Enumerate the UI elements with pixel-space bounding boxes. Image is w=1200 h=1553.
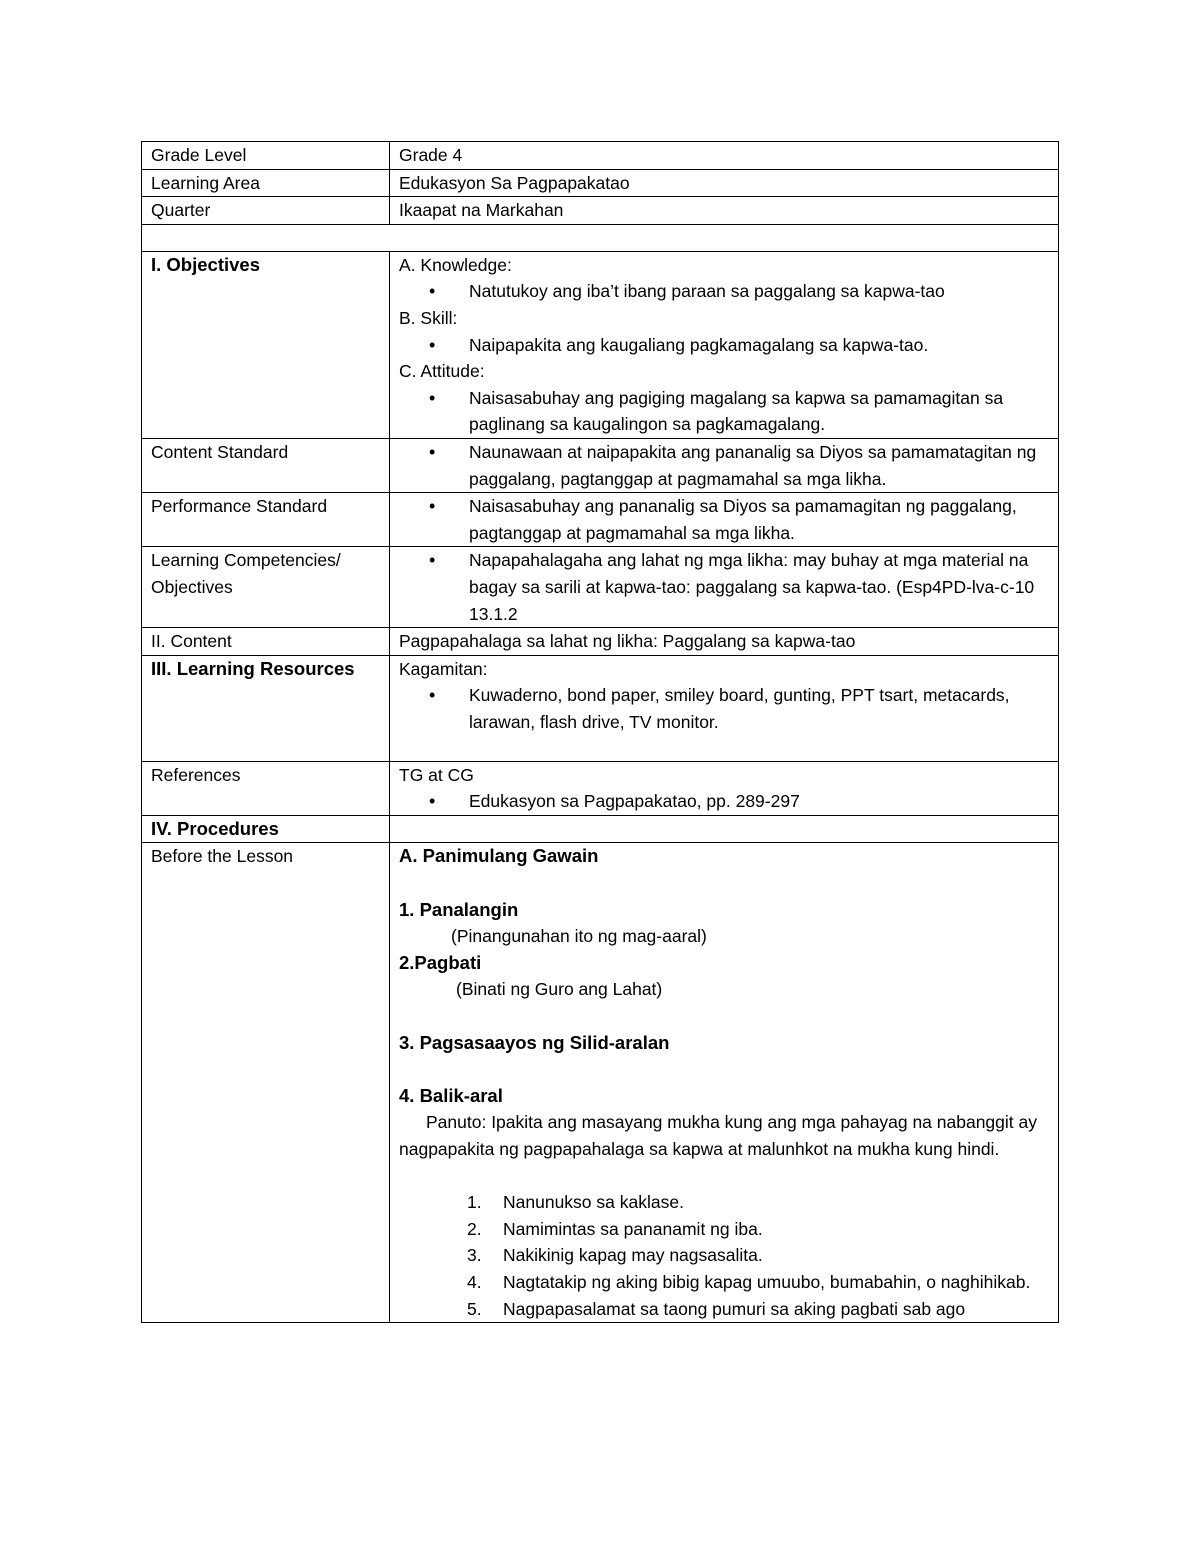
list-item: [399, 278, 1049, 305]
step-classroom: 3. Pagsasaayos ng Silid-aralan: [399, 1031, 670, 1053]
knowledge-item: Natutukoy ang iba’t ibang paraan sa paggalang sa kapwa-tao: [469, 281, 945, 302]
content-value: Pagpapahalaga sa lahat ng likha: Paggalang sa kapwa-tao: [390, 628, 1059, 656]
list-item: [399, 788, 1049, 815]
bullet-icon: •: [429, 685, 436, 706]
attitude-item: Naisasabuhay ang pagiging magalang sa kapwa sa pamamagitan sa paglinang sa kaugalingon sa pagkamagalang.: [469, 387, 1004, 435]
competencies-label-line1: Learning Competencies/: [151, 550, 341, 571]
list-item: [399, 1189, 1049, 1216]
list-text: Namimintas sa pananamit ng iba.: [503, 1218, 763, 1239]
list-number: 3.: [467, 1245, 482, 1266]
learning-resources-label: III. Learning Resources: [142, 655, 390, 761]
list-item: [399, 1269, 1049, 1296]
list-item: [399, 439, 1049, 492]
learning-resources-cell: [390, 655, 1059, 761]
competencies-label: [142, 547, 390, 628]
bullet-icon: •: [429, 791, 436, 812]
table-row: [142, 628, 1059, 656]
empty-row: [142, 224, 1059, 251]
table-row: [142, 761, 1059, 815]
objectives-label: I. Objectives: [142, 251, 390, 438]
section-heading: A. Panimulang Gawain: [399, 845, 599, 867]
bullet-icon: •: [429, 281, 436, 302]
list-item: [399, 332, 1049, 359]
table-row: [142, 655, 1059, 761]
step-prayer: 1. Panalangin: [399, 898, 519, 920]
references-label: References: [142, 761, 390, 815]
content-standard-label: Content Standard: [142, 438, 390, 492]
list-item: [399, 547, 1049, 627]
grade-level-label: Grade Level: [142, 142, 390, 170]
procedures-empty-cell: [390, 815, 1059, 843]
competencies-label-line2: Objectives: [151, 576, 233, 597]
knowledge-label: A. Knowledge:: [399, 254, 512, 275]
quarter-value: Ikaapat na Markahan: [390, 197, 1059, 225]
grade-level-value: Grade 4: [390, 142, 1059, 170]
list-item: [399, 1242, 1049, 1269]
instruction-label: Panuto:: [426, 1112, 487, 1133]
references-cell: [390, 761, 1059, 815]
bullet-icon: •: [429, 496, 436, 517]
table-row: [142, 438, 1059, 492]
before-lesson-cell: [390, 843, 1059, 1323]
table-row: [142, 815, 1059, 843]
content-standard-item: Naunawaan at naipapakita ang pananalig sa Diyos sa pamamatagitan ng paggalang, pagtanggap at pagmamahal sa mga likha.: [469, 441, 1037, 489]
list-item: [399, 1216, 1049, 1243]
list-item: [399, 1296, 1049, 1323]
step-review: 4. Balik-aral: [399, 1084, 503, 1106]
table-row: [142, 843, 1059, 1323]
instruction-text: [399, 1109, 1049, 1162]
step-greeting-note: (Binati ng Guro ang Lahat): [456, 979, 663, 1000]
list-item: [399, 682, 1049, 735]
list-text: Nagtatakip ng aking bibig kapag umuubo, bumabahin, o naghihikab.: [503, 1271, 1031, 1292]
table-row: [142, 197, 1059, 225]
performance-standard-cell: [390, 493, 1059, 547]
list-number: 4.: [467, 1271, 482, 1292]
empty-cell: [142, 224, 1059, 251]
before-lesson-label: Before the Lesson: [142, 843, 390, 1323]
list-item: [399, 493, 1049, 546]
skill-item: Naipapakita ang kaugaliang pagkamagalang sa kapwa-tao.: [469, 334, 929, 355]
instruction-body: Ipakita ang masayang mukha kung ang mga pahayag na nabanggit ay nagpapakita ng pagpapahalaga sa kapwa at malunhkot na mukha kung hindi.: [399, 1112, 1037, 1159]
competencies-cell: [390, 547, 1059, 628]
attitude-label: C. Attitude:: [399, 361, 485, 382]
bullet-icon: •: [429, 550, 436, 571]
list-number: 5.: [467, 1298, 482, 1319]
competencies-item: Napapahalagaha ang lahat ng mga likha: may buhay at mga material na bagay sa sarili at kapwa-tao: paggalang sa kapwa-tao. (Esp4PD-lva-c-10 13.1.2: [469, 550, 1035, 624]
table-row: [142, 169, 1059, 197]
procedures-label: IV. Procedures: [142, 815, 390, 843]
bullet-icon: •: [429, 334, 436, 355]
lesson-plan-table: [141, 141, 1059, 1323]
content-label: II. Content: [142, 628, 390, 656]
table-row: [142, 142, 1059, 170]
step-greeting: 2.Pagbati: [399, 951, 482, 973]
list-number: 1.: [467, 1192, 482, 1213]
bullet-icon: •: [429, 387, 436, 408]
objectives-cell: [390, 251, 1059, 438]
table-row: [142, 547, 1059, 628]
list-text: Nanunukso sa kaklase.: [503, 1192, 684, 1213]
materials-heading: Kagamitan:: [399, 658, 488, 679]
list-item: [399, 385, 1049, 438]
learning-area-label: Learning Area: [142, 169, 390, 197]
references-item: Edukasyon sa Pagpapakatao, pp. 289-297: [469, 791, 800, 812]
list-text: Nagpapasalamat sa taong pumuri sa aking pagbati sab ago: [503, 1298, 966, 1319]
learning-area-value: Edukasyon Sa Pagpapakatao: [390, 169, 1059, 197]
quarter-label: Quarter: [142, 197, 390, 225]
materials-item: Kuwaderno, bond paper, smiley board, gunting, PPT tsart, metacards, larawan, flash drive, TV monitor.: [469, 685, 1010, 732]
bullet-icon: •: [429, 441, 436, 462]
list-text: Nakikinig kapag may nagsasalita.: [503, 1245, 763, 1266]
list-number: 2.: [467, 1218, 482, 1239]
content-standard-cell: [390, 438, 1059, 492]
performance-standard-item: Naisasabuhay ang pananalig sa Diyos sa pamamagitan ng paggalang, pagtanggap at pagmamahal sa mga likha.: [469, 496, 1017, 543]
references-heading: TG at CG: [399, 764, 474, 785]
table-row: [142, 493, 1059, 547]
step-prayer-note: (Pinangunahan ito ng mag-aaral): [451, 926, 707, 947]
table-row: [142, 251, 1059, 438]
performance-standard-label: Performance Standard: [142, 493, 390, 547]
skill-label: B. Skill:: [399, 307, 458, 328]
